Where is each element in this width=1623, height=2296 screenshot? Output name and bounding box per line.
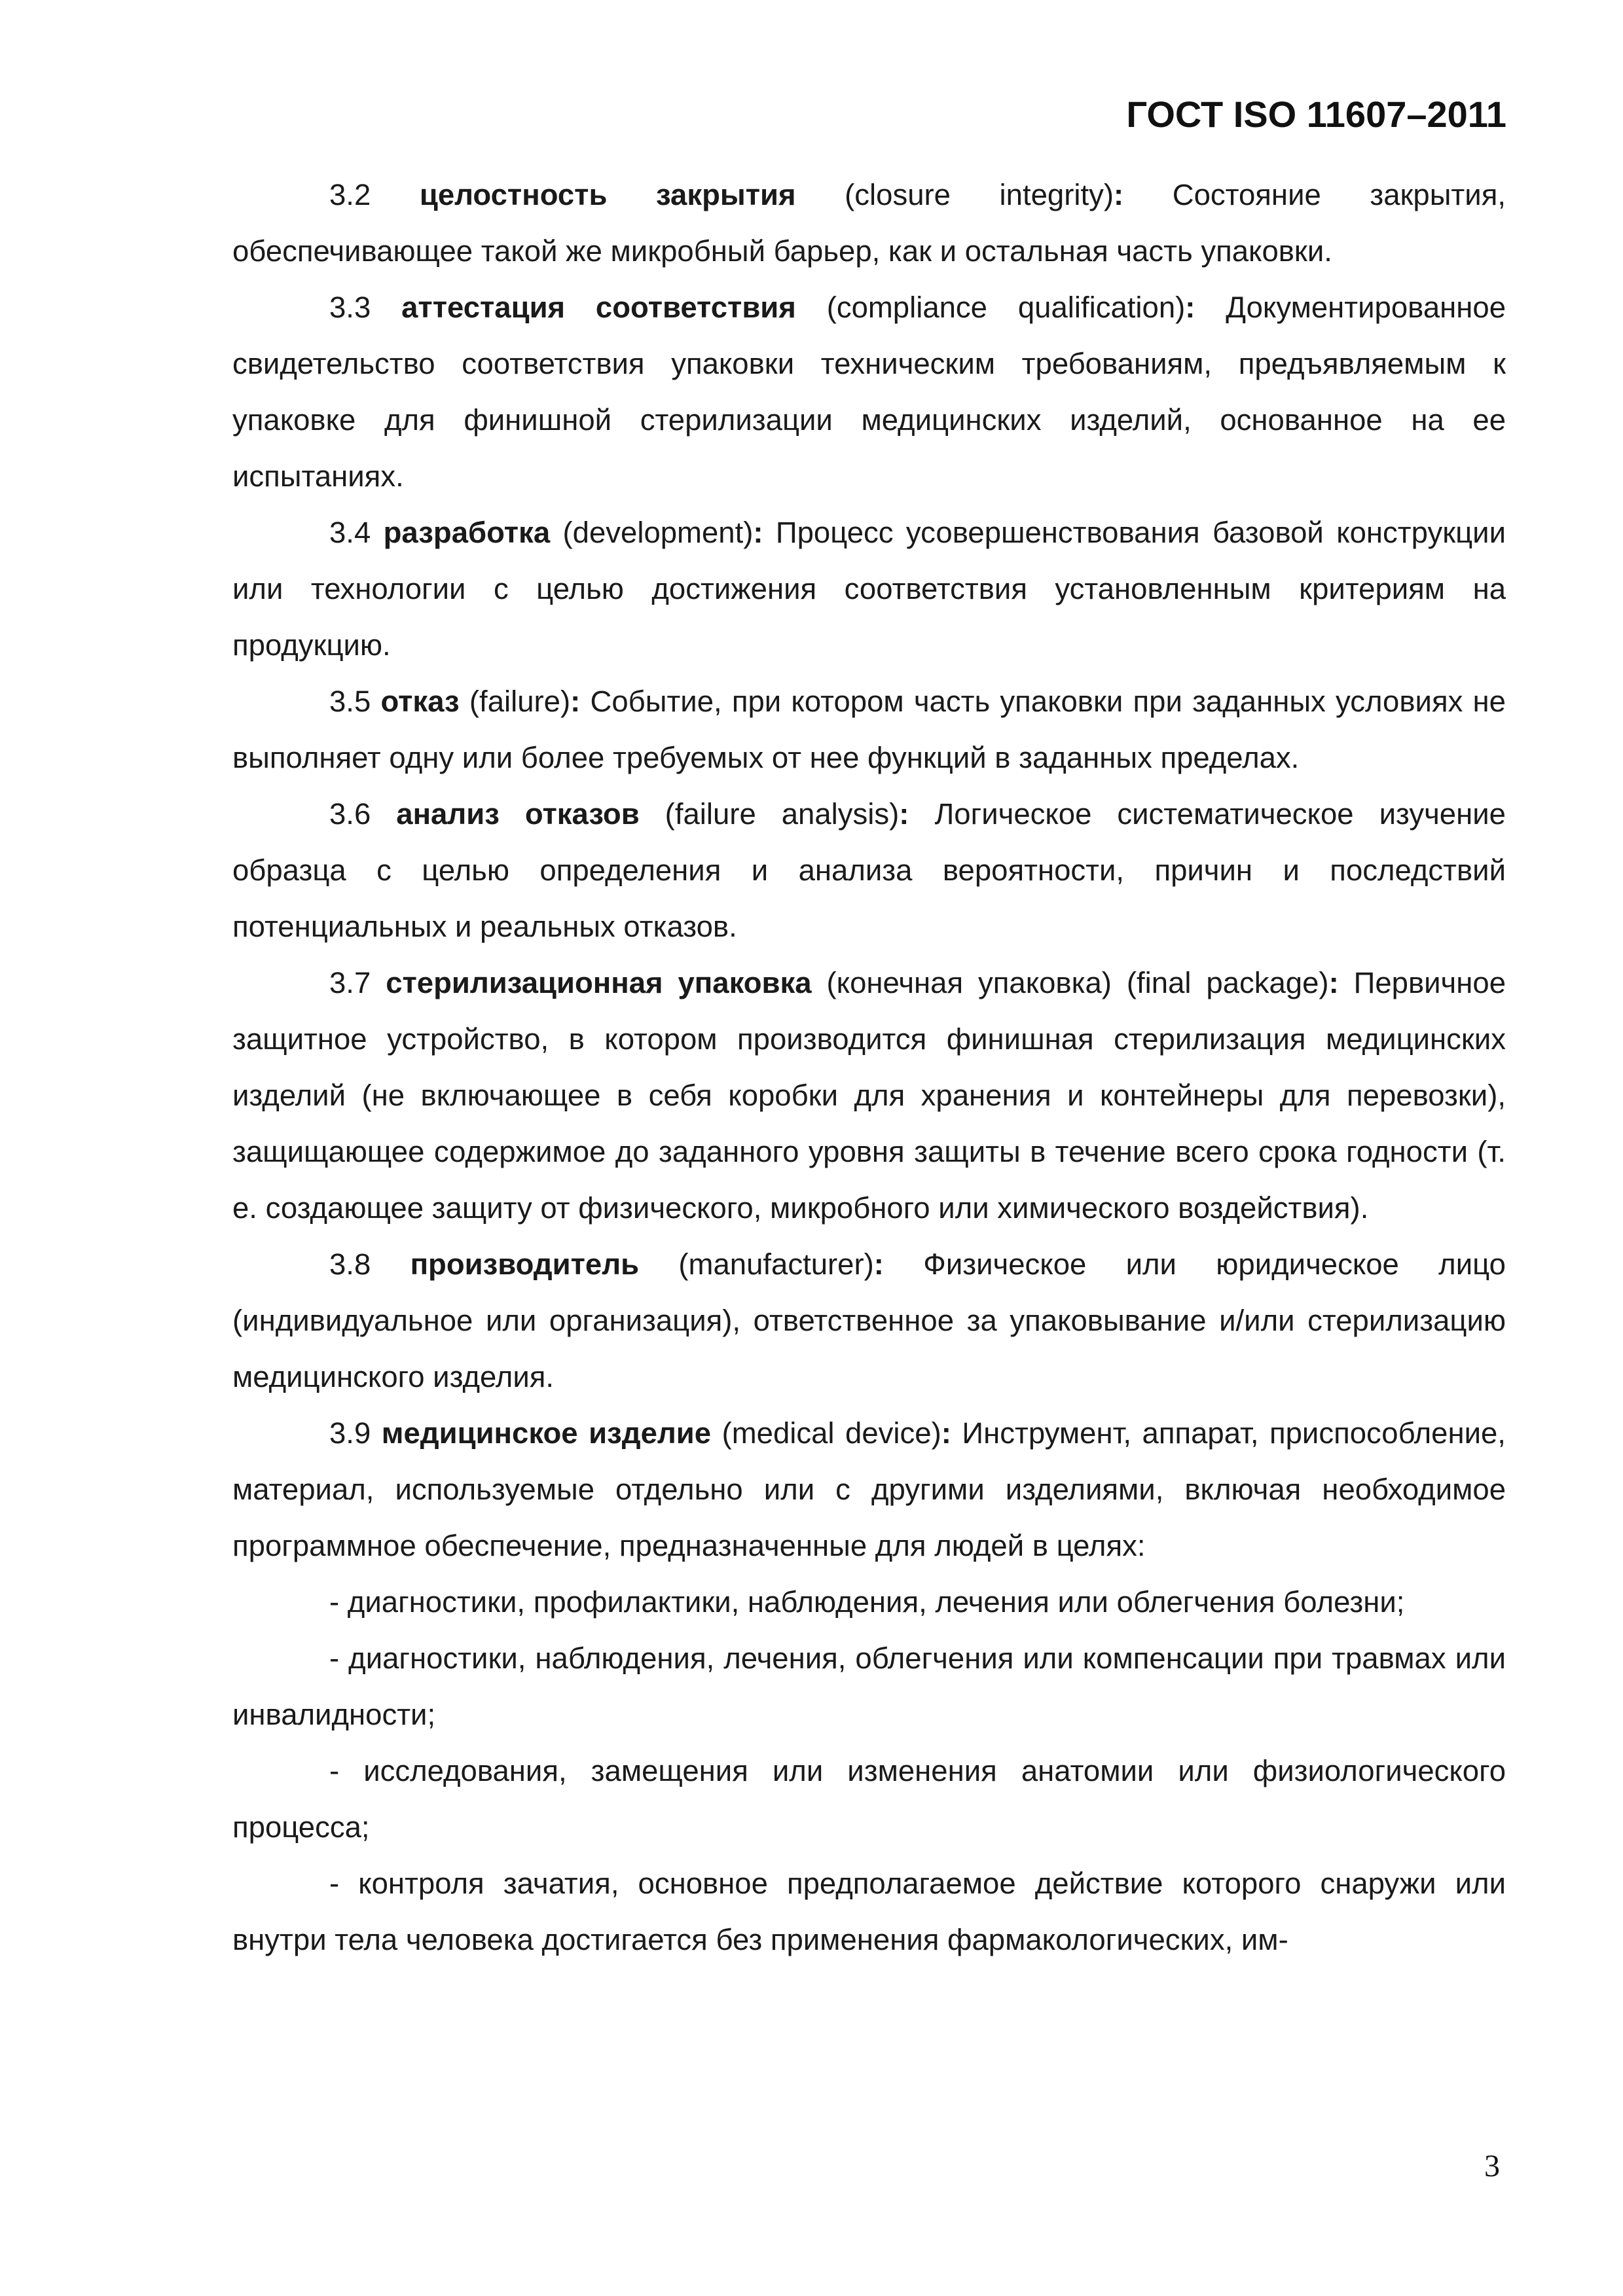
definition-paragraph — [232, 1405, 1506, 1574]
definition-text: Логическое систематическое изучение образца с целью определения и анализа вероятности, причин и последствий потенциальных и реальных отказов. — [232, 797, 1506, 943]
definition-paragraph — [232, 673, 1506, 786]
page-number: 3 — [1484, 2149, 1500, 2183]
definition-english: (конечная упаковка) (final package) — [826, 966, 1329, 999]
definition-text: Физическое или юридическое лицо (индивидуальное или организация), ответственное за упаковывание и/или стерилизацию медицинского изделия. — [232, 1247, 1506, 1393]
definition-colon: : — [873, 1247, 884, 1281]
definition-text: Состояние закрытия, обеспечивающее такой же микробный барьер, как и остальная часть упаковки. — [232, 178, 1506, 268]
definition-paragraph — [232, 955, 1506, 1236]
definition-text: Документированное свидетельство соответствия упаковки техническим требованиям, предъявляемым к упаковке для финишной стерилизации медицинских изделий, основанное на ее испытаниях. — [232, 291, 1506, 493]
definition-english: (manufacturer) — [678, 1247, 874, 1281]
definition-term: медицинское изделие — [381, 1416, 712, 1450]
definition-english: (compliance qualification) — [826, 291, 1186, 324]
definition-colon: : — [941, 1416, 951, 1450]
definition-colon: : — [1185, 291, 1195, 324]
definition-term: отказ — [380, 685, 460, 718]
definition-english: (failure) — [469, 685, 571, 718]
standard-code-header: ГОСТ ISO 11607–2011 — [1126, 94, 1506, 135]
definition-text: Событие, при котором часть упаковки при заданных условиях не выполняет одну или более требуемых от нее функций в заданных пределах. — [232, 685, 1506, 774]
definition-term: производитель — [410, 1247, 640, 1281]
definition-number: 3.2 — [329, 178, 371, 211]
definition-number: 3.5 — [329, 685, 371, 718]
definition-paragraph — [232, 505, 1506, 673]
definition-term: стерилизационная упаковка — [386, 966, 812, 999]
definition-english: (closure integrity) — [845, 178, 1114, 211]
definition-term: анализ отказов — [396, 797, 640, 831]
definition-text: Первичное защитное устройство, в котором производится финишная стерилизация медицинских изделий (не включающее в себя коробки для хранения и контейнеры для перевозки), защищающее содержимое до заданного уровня защиты в течение всего срока годности (т. е. создающее защиту от физического, микробного или химического воздействия). — [232, 966, 1506, 1225]
list-item: - исследования, замещения или изменения анатомии или физиологического процесса; — [232, 1754, 1506, 1844]
list-item: - контроля зачатия, основное предполагаемое действие которого снаружи или внутри тела человека достигается без применения фармакологических, им- — [232, 1867, 1506, 1956]
definition-number: 3.7 — [329, 966, 371, 999]
definition-colon: : — [899, 797, 909, 831]
definition-english: (failure analysis) — [665, 797, 900, 831]
definition-term: аттестация соответствия — [401, 291, 796, 324]
definition-colon: : — [1328, 966, 1339, 999]
definition-colon: : — [1114, 178, 1124, 211]
definition-term: разработка — [383, 516, 551, 549]
list-item: - диагностики, профилактики, наблюдения, лечения или облегчения болезни; — [329, 1585, 1405, 1619]
definition-number: 3.3 — [329, 291, 371, 324]
definition-number: 3.9 — [329, 1416, 371, 1450]
list-item: - диагностики, наблюдения, лечения, облегчения или компенсации при травмах или инвалидности; — [232, 1641, 1506, 1731]
definition-term: целостность закрытия — [419, 178, 796, 211]
definition-english: (development) — [562, 516, 754, 549]
definition-english: (medical device) — [721, 1416, 941, 1450]
definition-paragraph — [232, 1236, 1506, 1405]
definition-number: 3.8 — [329, 1247, 371, 1281]
definition-paragraph — [232, 279, 1506, 505]
definition-text: Процесс усовершенствования базовой конструкции или технологии с целью достижения соответствия установленным критериям на продукцию. — [232, 516, 1506, 662]
definition-colon: : — [570, 685, 581, 718]
definition-text: Инструмент, аппарат, приспособление, материал, используемые отдельно или с другими изделиями, включая необходимое программное обеспечение, предназначенные для людей в целях: — [232, 1416, 1506, 1562]
definition-paragraph — [232, 786, 1506, 955]
definition-colon: : — [753, 516, 763, 549]
definition-number: 3.6 — [329, 797, 371, 831]
document-body — [232, 167, 1506, 1968]
definition-number: 3.4 — [329, 516, 371, 549]
definition-paragraph — [232, 167, 1506, 279]
